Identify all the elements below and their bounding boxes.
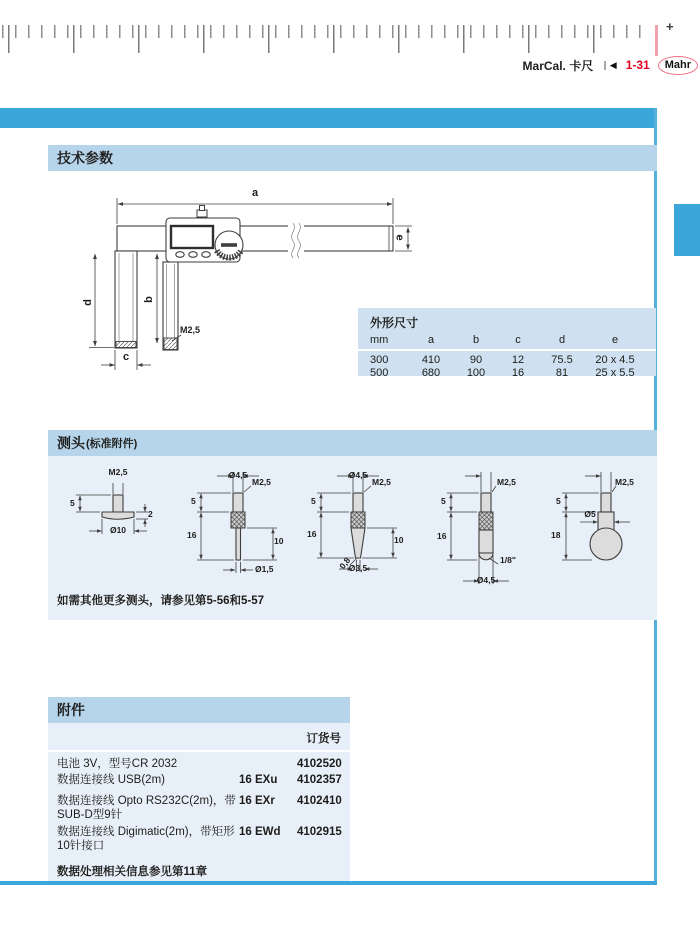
p3-dia-top-label: Ø4,5	[348, 470, 368, 480]
p2-thread-label: M2,5	[252, 477, 271, 487]
table-cell: 12	[511, 354, 525, 366]
mahr-logo: Mahr	[658, 56, 698, 75]
table-cell: 20 x 4.5	[595, 354, 635, 366]
top-banner-bar	[0, 108, 657, 128]
section-title-accessories: 附件	[57, 702, 85, 718]
nav-arrow-icon[interactable]: ❘◀	[601, 59, 618, 70]
p1-dia-label: Ø10	[109, 525, 127, 535]
p1-h2-label: 2	[148, 509, 153, 519]
probe-dome	[447, 472, 509, 584]
table-cell: 680	[421, 367, 441, 379]
accessory-order-number: 4102357	[297, 774, 342, 787]
crop-mark-plus: +	[666, 19, 674, 34]
section-header-probes	[48, 430, 657, 456]
dimensions-table-title: 外形尺寸	[370, 316, 419, 330]
col-header: a	[427, 334, 435, 346]
p3-h3-label: 10	[394, 535, 404, 545]
accessory-code	[239, 757, 295, 771]
p2-h3-label: 10	[274, 536, 284, 546]
catalog-title: MarCal. 卡尺	[522, 58, 594, 73]
probes-panel	[48, 456, 657, 620]
p2-dia-top-label: Ø4,5	[228, 470, 248, 480]
table-cell: 300	[370, 354, 389, 366]
dim-label-b: b	[142, 296, 155, 303]
p1-thread-label: M2,5	[108, 467, 128, 477]
accessory-row	[57, 773, 341, 787]
col-header: b	[472, 334, 480, 346]
accessory-code: 16 EXu	[239, 774, 278, 787]
section-header-tech	[48, 145, 657, 171]
dim-label-e: e	[393, 234, 406, 241]
table-cell: 81	[555, 367, 569, 379]
p2-h1-label: 5	[191, 496, 196, 506]
probes-note: 如需其他更多测头，请参见第5-56和5-57	[57, 595, 265, 607]
section-header-accessories	[48, 697, 350, 723]
table-cell: 500	[370, 367, 389, 379]
accessories-panel	[48, 723, 350, 881]
accessory-name: 电池 3V，型号CR 2032	[57, 758, 178, 770]
probe-cylinder	[197, 472, 277, 573]
table-cell: 25 x 5.5	[595, 367, 635, 379]
dimensions-table	[358, 308, 656, 379]
p1-h1-label: 5	[70, 498, 75, 508]
accessory-code: 16 EWd	[239, 825, 281, 838]
table-divider	[48, 750, 350, 752]
table-cell: 75.5	[551, 354, 573, 366]
ruler-end-tick	[655, 25, 658, 56]
p4-h1-label: 5	[441, 496, 446, 506]
p3-h1-label: 5	[311, 496, 316, 506]
p5-thread-label: M2,5	[615, 477, 634, 487]
p3-tip-label: 0,8	[337, 555, 353, 571]
accessory-order-number: 4102410	[297, 794, 342, 807]
accessory-row	[57, 757, 341, 771]
p2-dia-bot-label: Ø1,5	[255, 564, 274, 574]
dim-label-a: a	[251, 187, 259, 199]
accessory-name: 数据连接线 Digimatic(2m)，带矩形10针接口	[57, 825, 235, 852]
probe-cone	[317, 472, 397, 572]
p5-h1-label: 5	[556, 496, 561, 506]
table-cell: 90	[469, 354, 483, 366]
accessory-order-number: 4102520	[297, 758, 342, 770]
p5-h2-label: 18	[551, 530, 561, 540]
accessory-row	[57, 825, 341, 854]
p3-thread-label: M2,5	[372, 477, 391, 487]
col-header: mm	[370, 334, 389, 346]
p3-dia-bot-label: Ø3,5	[348, 563, 368, 573]
order-number-column-header: 订货号	[306, 733, 341, 745]
dimensions-table-grid	[370, 334, 646, 379]
page-edge-tab	[674, 204, 700, 256]
p4-tip-label: 1/8"	[500, 555, 516, 565]
bottom-border-line	[0, 881, 657, 885]
dim-label-d: d	[81, 299, 94, 306]
section-title-probes: 测头	[57, 435, 85, 451]
p2-h2-label: 16	[187, 530, 197, 540]
accessory-code: 16 EXr	[239, 794, 275, 807]
page-number: 1-31	[625, 58, 650, 72]
accessory-row	[57, 794, 341, 823]
accessory-name: 数据连接线 USB(2m)	[57, 774, 165, 787]
table-divider	[358, 349, 656, 351]
p3-h2-label: 16	[307, 529, 317, 539]
accessory-name: 数据连接线 Opto RS232C(2m)，带SUB-D型9针	[57, 794, 236, 822]
table-cell: 410	[421, 354, 441, 366]
p4-h2-label: 16	[437, 531, 447, 541]
table-cell: 100	[466, 367, 486, 379]
section-title-tech: 技术参数	[57, 150, 113, 166]
page-header	[420, 53, 698, 77]
accessories-footnote: 数据处理相关信息参见第11章	[57, 866, 208, 879]
dim-label-c: c	[122, 351, 130, 363]
section-subtitle-probes: (标准附件)	[86, 438, 138, 450]
p5-dia-label: Ø5	[584, 509, 596, 519]
table-cell: 16	[511, 367, 525, 379]
ruler-ticks	[2, 25, 648, 53]
col-header: d	[558, 334, 566, 346]
col-header: e	[611, 334, 619, 346]
col-header: c	[515, 334, 521, 346]
dim-label-thread: M2,5	[180, 325, 201, 335]
accessory-order-number: 4102915	[297, 825, 342, 838]
p4-dia-bot-label: Ø4,5	[476, 575, 496, 585]
p4-thread-label: M2,5	[497, 477, 516, 487]
